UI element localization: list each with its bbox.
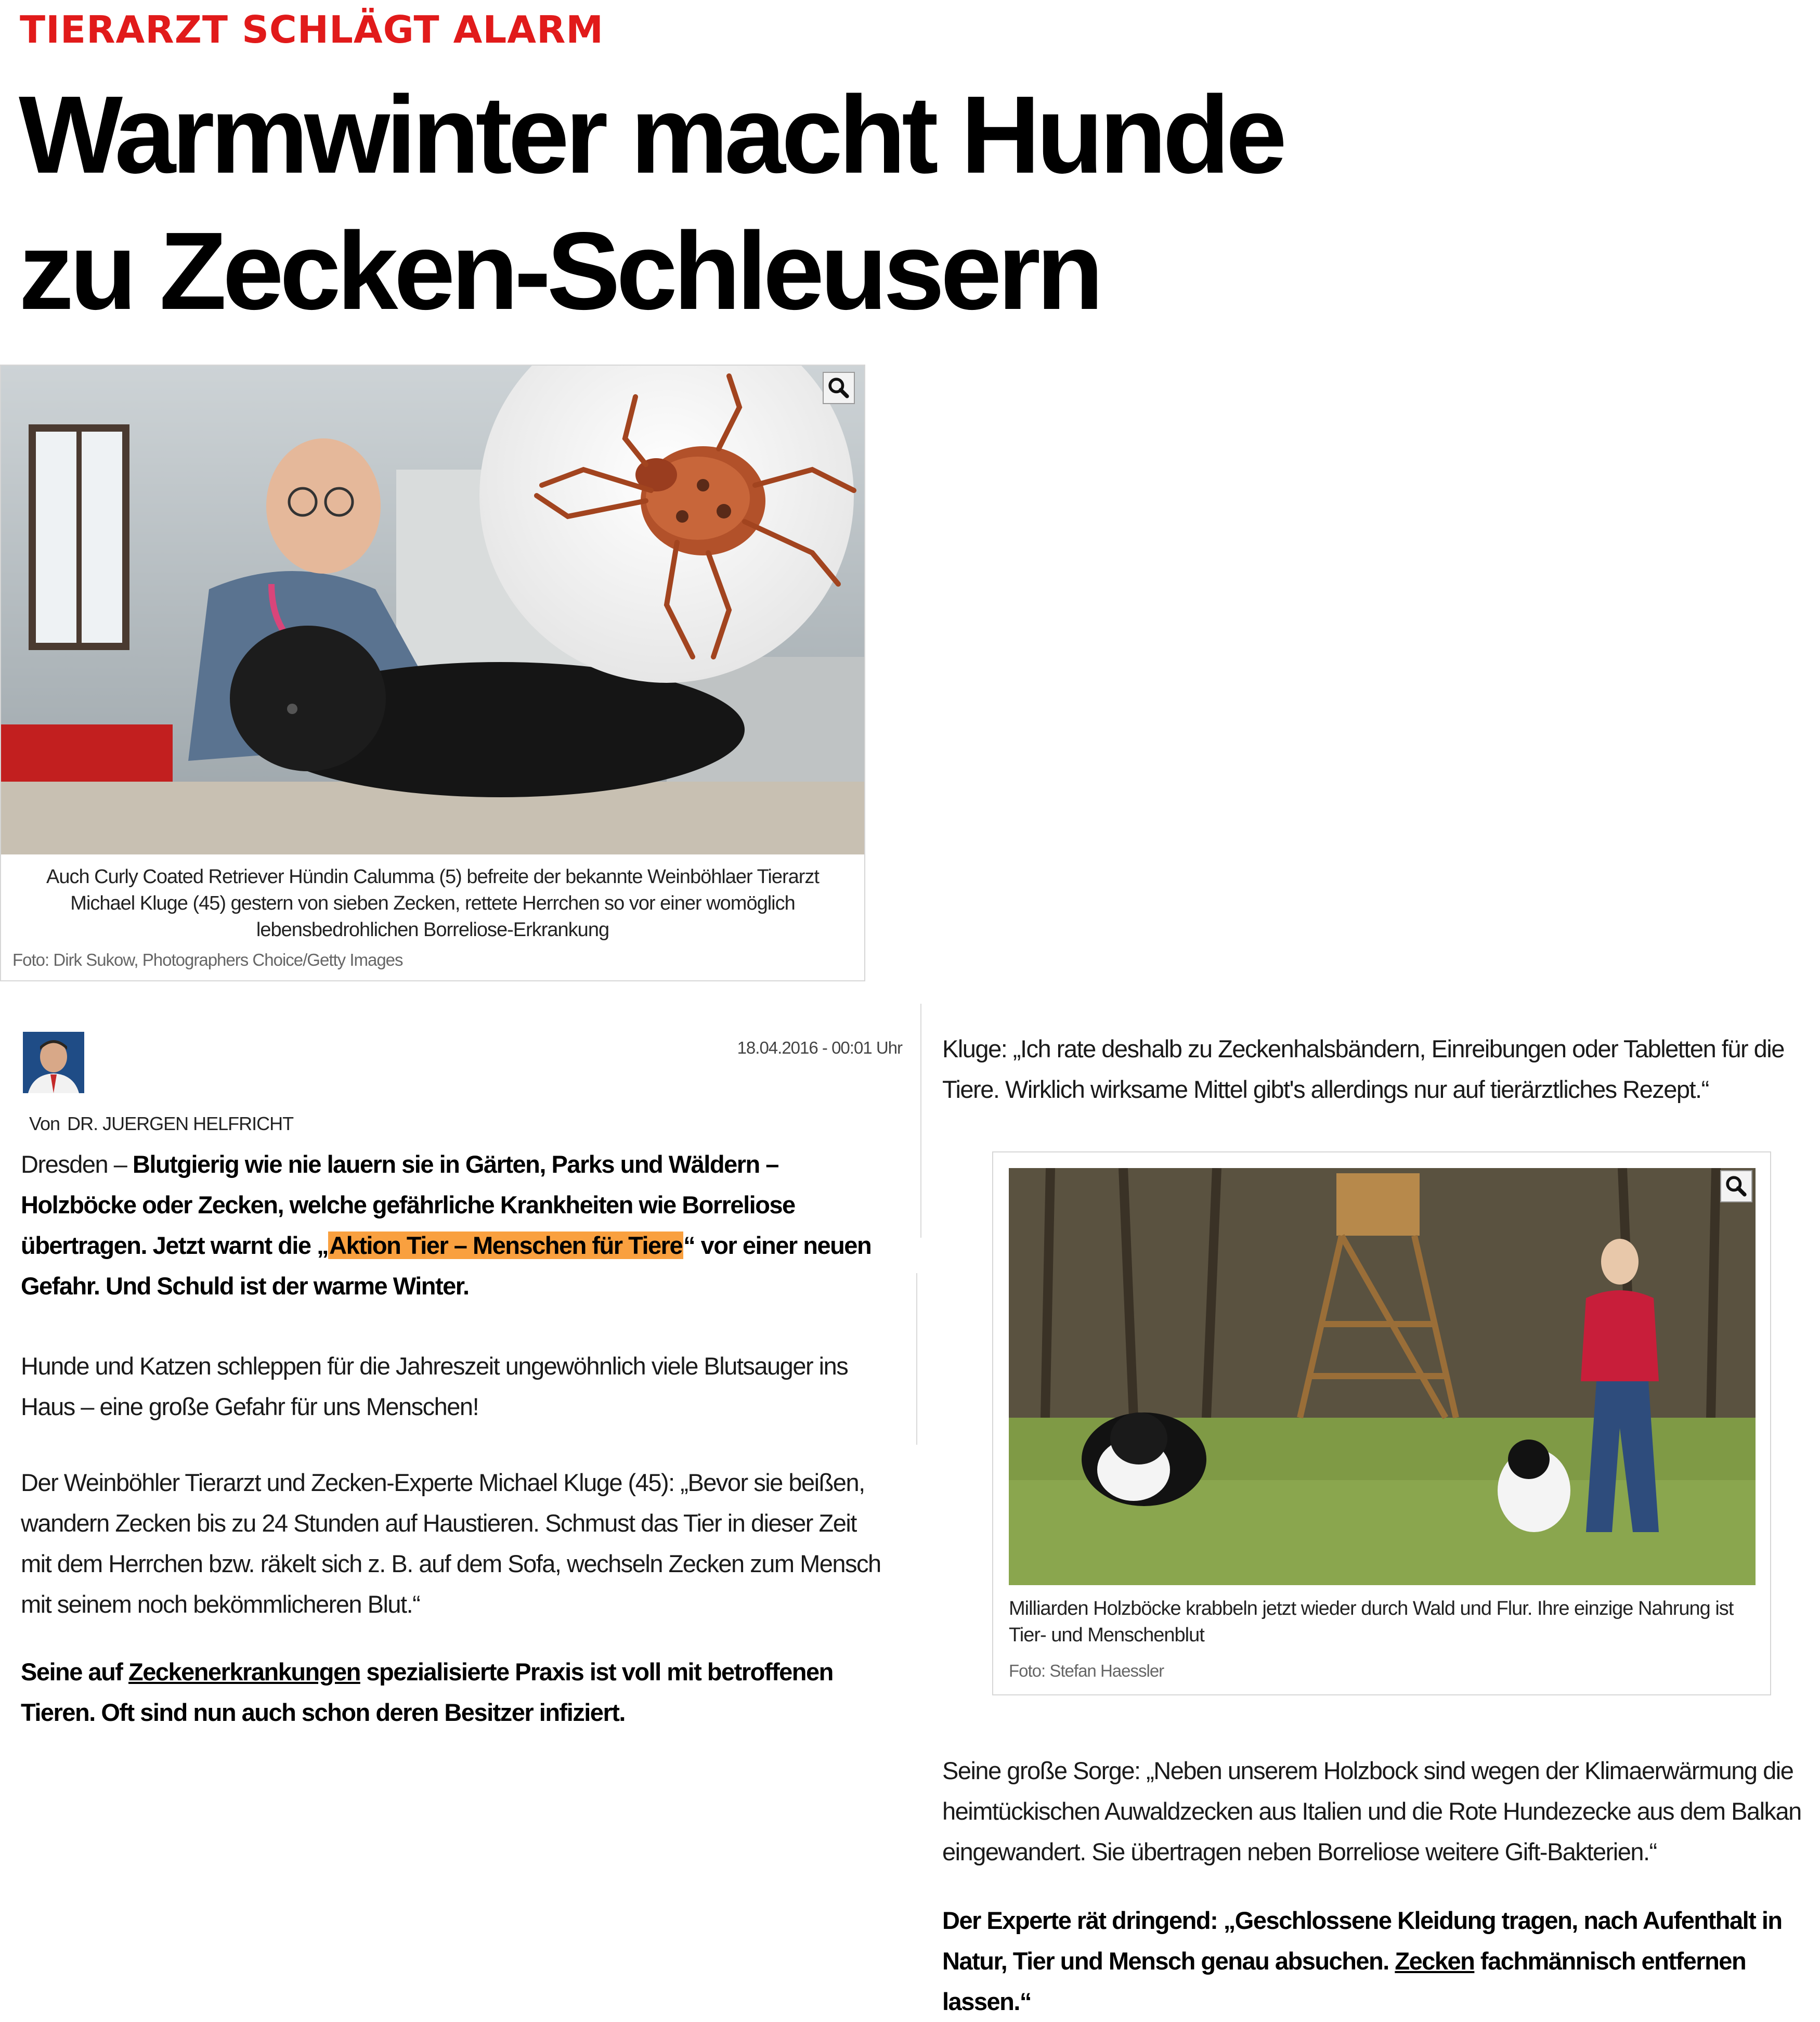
byline-prefix: Von: [29, 1113, 60, 1134]
article-headline: [19, 67, 1283, 339]
magnifier-icon: [1721, 1171, 1751, 1201]
intro-paragraph: [21, 1144, 894, 1306]
column-divider-bottom: [916, 1273, 917, 1445]
right-paragraph-1-block: [942, 1029, 1805, 1110]
magnifier-icon: [824, 373, 854, 403]
headline-line-2: zu Zecken-Schleusern: [19, 209, 1100, 332]
right-paragraph-2-block: [942, 1751, 1805, 1872]
aktion-tier-link[interactable]: Aktion Tier – Menschen für Tiere: [329, 1232, 683, 1259]
paragraph-3-block: [21, 1462, 905, 1625]
side-caption: Milliarden Holzböcke krabbeln jetzt wieder durch Wald und Flur. Ihre einzige Nahrung ist Tier- und Menschenblut: [1009, 1598, 1734, 1646]
hero-photo-credit: Foto: Dirk Sukow, Photographers Choice/Getty Images: [12, 950, 403, 969]
right-paragraph-1: Kluge: „Ich rate deshalb zu Zeckenhalsbändern, Einreibungen oder Tabletten für die Tiere. Wirklich wirksame Mittel gibt's allerdings nur auf tierärztliches Rezept.“: [942, 1035, 1784, 1103]
article-body-left: [21, 1144, 905, 1306]
author-portrait: [23, 1032, 84, 1093]
hero-photo-illustration: [1, 366, 864, 854]
zecken-link[interactable]: Zecken: [1395, 1947, 1475, 1975]
right-paragraph-3-block: [942, 1900, 1805, 2022]
paragraph-4-b: spezialisierte Praxis ist voll mit betroffenen Tieren. Oft sind nun auch schon deren Besitzer infiziert.: [21, 1658, 833, 1726]
paragraph-2: Hunde und Katzen schleppen für die Jahreszeit ungewöhnlich viele Blutsauger ins Haus – eine große Gefahr für uns Menschen!: [21, 1352, 848, 1420]
side-image-card: [992, 1151, 1771, 1695]
paragraph-4: [21, 1652, 894, 1733]
right-paragraph-3: [942, 1900, 1805, 2022]
byline: [29, 1113, 293, 1135]
right-paragraph-3-a: Der Experte rät dringend: „Geschlossene Kleidung tragen, nach Aufenthalt in Natur, Tier und Mensch genau absuchen.: [942, 1907, 1782, 1975]
publish-date: 18.04.2016 - 00:01 Uhr: [737, 1038, 902, 1057]
hero-photo-vet-with-dog-and-tick[interactable]: [1, 366, 864, 854]
column-divider-top: [920, 1004, 921, 1238]
side-photo-woman-with-dogs[interactable]: [1009, 1168, 1756, 1585]
zeckenerkrankungen-link[interactable]: Zeckenerkrankungen: [128, 1658, 360, 1686]
side-zoom-button[interactable]: [1720, 1170, 1752, 1202]
hero-zoom-button[interactable]: [823, 372, 855, 404]
intro-bold-b: “ vor einer neuen Gefahr. Und Schuld ist der warme Winter.: [21, 1232, 872, 1300]
intro-bold-a: Blutgierig wie nie lauern sie in Gärten, Parks und Wäldern – Holzböcke oder Zecken, welche gefährliche Krankheiten wie Borreliose übertragen. Jetzt warnt die „: [21, 1150, 795, 1259]
right-paragraph-3-b: fachmännisch entfernen lassen.“: [942, 1947, 1746, 2015]
paragraph-4-block: [21, 1652, 905, 1733]
paragraph-2-block: [21, 1346, 905, 1427]
headline-line-1: Warmwinter macht Hunde: [19, 73, 1283, 196]
paragraph-4-a: Seine auf: [21, 1658, 129, 1686]
paragraph-3: Der Weinböhler Tierarzt und Zecken-Experte Michael Kluge (45): „Bevor sie beißen, wandern Zecken bis zu 24 Stunden auf Haustieren. Schmust das Tier in dieser Zeit mit dem Herrchen bzw. räkelt sich z. B. auf dem Sofa, wechseln Zecken zum Mensch mit seinem noch bekömmlicheren Blut.“: [21, 1469, 881, 1618]
article-kicker: TIERARZT SCHLÄGT ALARM: [20, 8, 604, 51]
hero-caption: Auch Curly Coated Retriever Hündin Calumma (5) befreite der bekannte Weinböhlaer Tierarzt Michael Kluge (45) gestern von sieben Zecken, rettete Herrchen so vor einer womöglich lebensbedrohlichen Borreliose-Erkrankung: [46, 866, 819, 941]
right-paragraph-2: Seine große Sorge: „Neben unserem Holzbock sind wegen der Klimaerwärmung die heimtückischen Auwaldzecken aus Italien und die Rote Hundezecke aus dem Balkan eingewandert. Sie übertragen neben Borreliose weitere Gift-Bakterien.“: [942, 1757, 1801, 1865]
hero-image-card: [0, 365, 865, 981]
side-photo-illustration: [1009, 1168, 1756, 1585]
author-name[interactable]: DR. JUERGEN HELFRICHT: [67, 1113, 294, 1134]
author-avatar[interactable]: [23, 1032, 84, 1093]
side-photo-credit: Foto: Stefan Haessler: [1009, 1661, 1164, 1680]
intro-dateline: Dresden –: [21, 1150, 133, 1178]
